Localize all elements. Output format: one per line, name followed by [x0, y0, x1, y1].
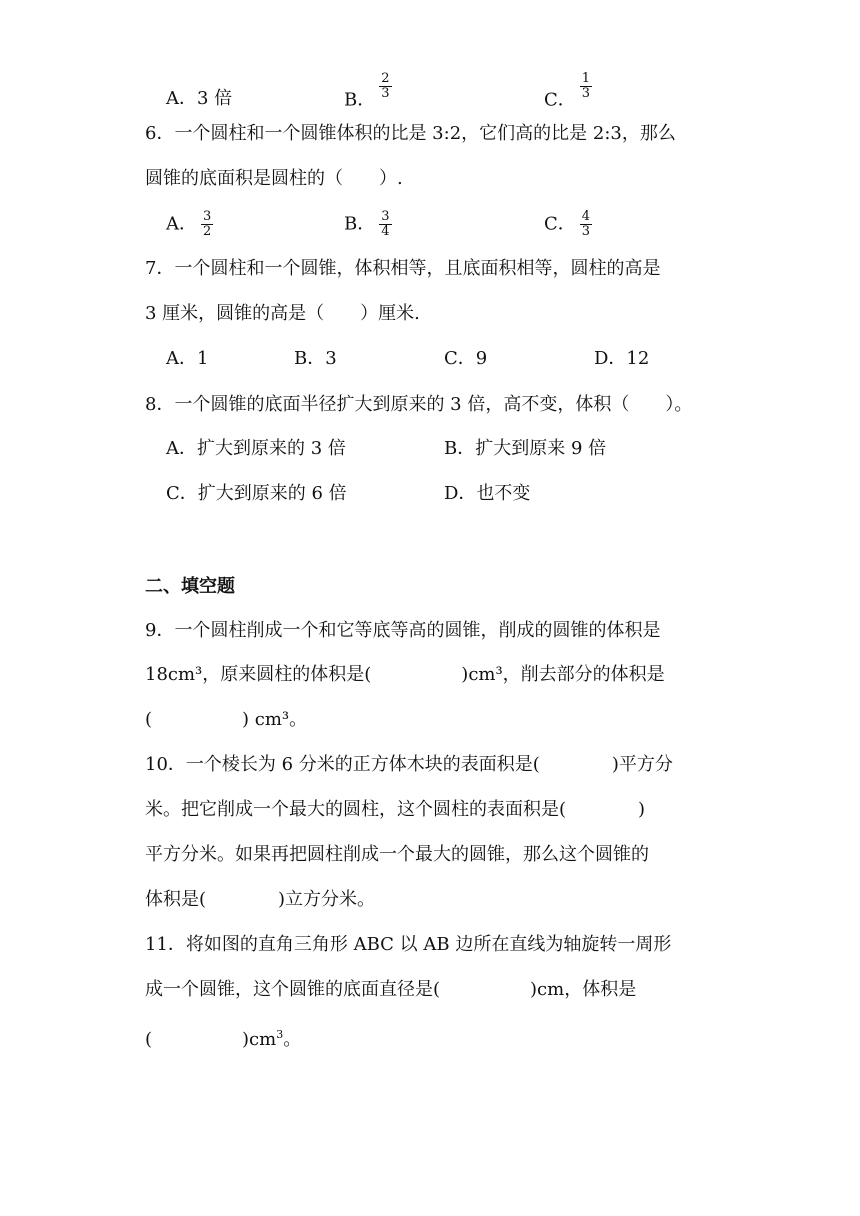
q7-option-d: D．12 — [594, 348, 650, 369]
q6-option-b-label: B． — [344, 213, 376, 235]
q6-line-2: 圆锥的底面积是圆柱的（ ）. — [145, 168, 403, 189]
q11-line-1: 11．将如图的直角三角形 ABC 以 AB 边所在直线为轴旋转一周形 — [145, 934, 672, 955]
q5-option-b-fraction — [379, 72, 391, 101]
q8-line-1: 8．一个圆锥的底面半径扩大到原来的 3 倍，高不变，体积（ ）。 — [145, 394, 693, 415]
q7-option-a: A．1 — [166, 348, 209, 369]
q8-option-c: C．扩大到原来的 6 倍 — [166, 483, 347, 504]
section-heading-fill-in: 二、填空题 — [145, 576, 235, 597]
q6-option-c-label: C． — [544, 213, 576, 235]
fraction-numerator: 4 — [581, 209, 591, 224]
q10-line-2: 米。把它削成一个最大的圆柱，这个圆柱的表面积是( ) — [145, 799, 646, 820]
q6-option-c-fraction — [580, 210, 592, 239]
q9-line-3: ( ) cm³。 — [145, 709, 308, 730]
q9-line-2: 18cm³，原来圆柱的体积是( )cm³，削去部分的体积是 — [145, 664, 665, 685]
q11-line-3-blank: ( )cm — [145, 1029, 277, 1050]
q10-line-3: 平方分米。如果再把圆柱削成一个最大的圆锥，那么这个圆锥的 — [145, 844, 649, 865]
q5-option-a-label: A． — [166, 88, 197, 109]
q5-option-c — [544, 71, 592, 115]
q6-line-1: 6．一个圆柱和一个圆锥体积的比是 3:2，它们高的比是 2:3，那么 — [145, 123, 676, 144]
q6-option-a — [166, 210, 213, 239]
q8-option-b: B．扩大到原来 9 倍 — [444, 438, 607, 459]
q10-line-1: 10．一个棱长为 6 分米的正方体木块的表面积是( )平方分 — [145, 754, 673, 775]
q7-line-1: 7．一个圆柱和一个圆锥，体积相等，且底面积相等，圆柱的高是 — [145, 258, 661, 279]
q10-line-4: 体积是( )立方分米。 — [145, 889, 376, 910]
q11-line-2: 成一个圆锥，这个圆锥的底面直径是( )cm，体积是 — [145, 979, 637, 1000]
q6-option-b-fraction — [379, 210, 391, 239]
q5-option-c-fraction — [580, 72, 592, 101]
q7-line-2: 3 厘米，圆锥的高是（ ）厘米. — [145, 303, 420, 324]
q5-option-c-label: C． — [544, 89, 576, 111]
q6-option-a-label: A． — [166, 213, 197, 235]
q5-option-b-label: B． — [344, 89, 376, 111]
q7-option-b: B．3 — [294, 348, 337, 369]
fraction-denominator: 3 — [581, 86, 591, 101]
fraction-denominator: 2 — [203, 224, 212, 239]
q9-line-1: 9．一个圆柱削成一个和它等底等高的圆锥，削成的圆锥的体积是 — [145, 620, 661, 641]
fraction-numerator: 3 — [381, 209, 390, 224]
q5-option-b — [344, 71, 392, 115]
fraction-numerator: 1 — [581, 71, 591, 86]
q5-option-a — [166, 86, 232, 112]
fraction-numerator: 3 — [203, 209, 212, 224]
fraction-denominator: 4 — [381, 224, 390, 239]
q11-line-3-superscript: 3 — [276, 1028, 284, 1041]
fraction-denominator: 3 — [381, 86, 390, 101]
q6-option-b — [344, 210, 392, 239]
q5-option-a-value: 3 倍 — [197, 88, 233, 109]
q8-option-d: D．也不变 — [444, 483, 531, 504]
fraction-numerator: 2 — [381, 71, 390, 86]
q11-line-3 — [145, 1022, 301, 1053]
q11-line-3-end: 。 — [283, 1029, 302, 1050]
q7-option-c: C．9 — [444, 348, 488, 369]
q8-option-a: A．扩大到原来的 3 倍 — [166, 438, 346, 459]
q6-option-c — [544, 210, 592, 239]
fraction-denominator: 3 — [581, 224, 591, 239]
q6-option-a-fraction — [201, 210, 213, 239]
